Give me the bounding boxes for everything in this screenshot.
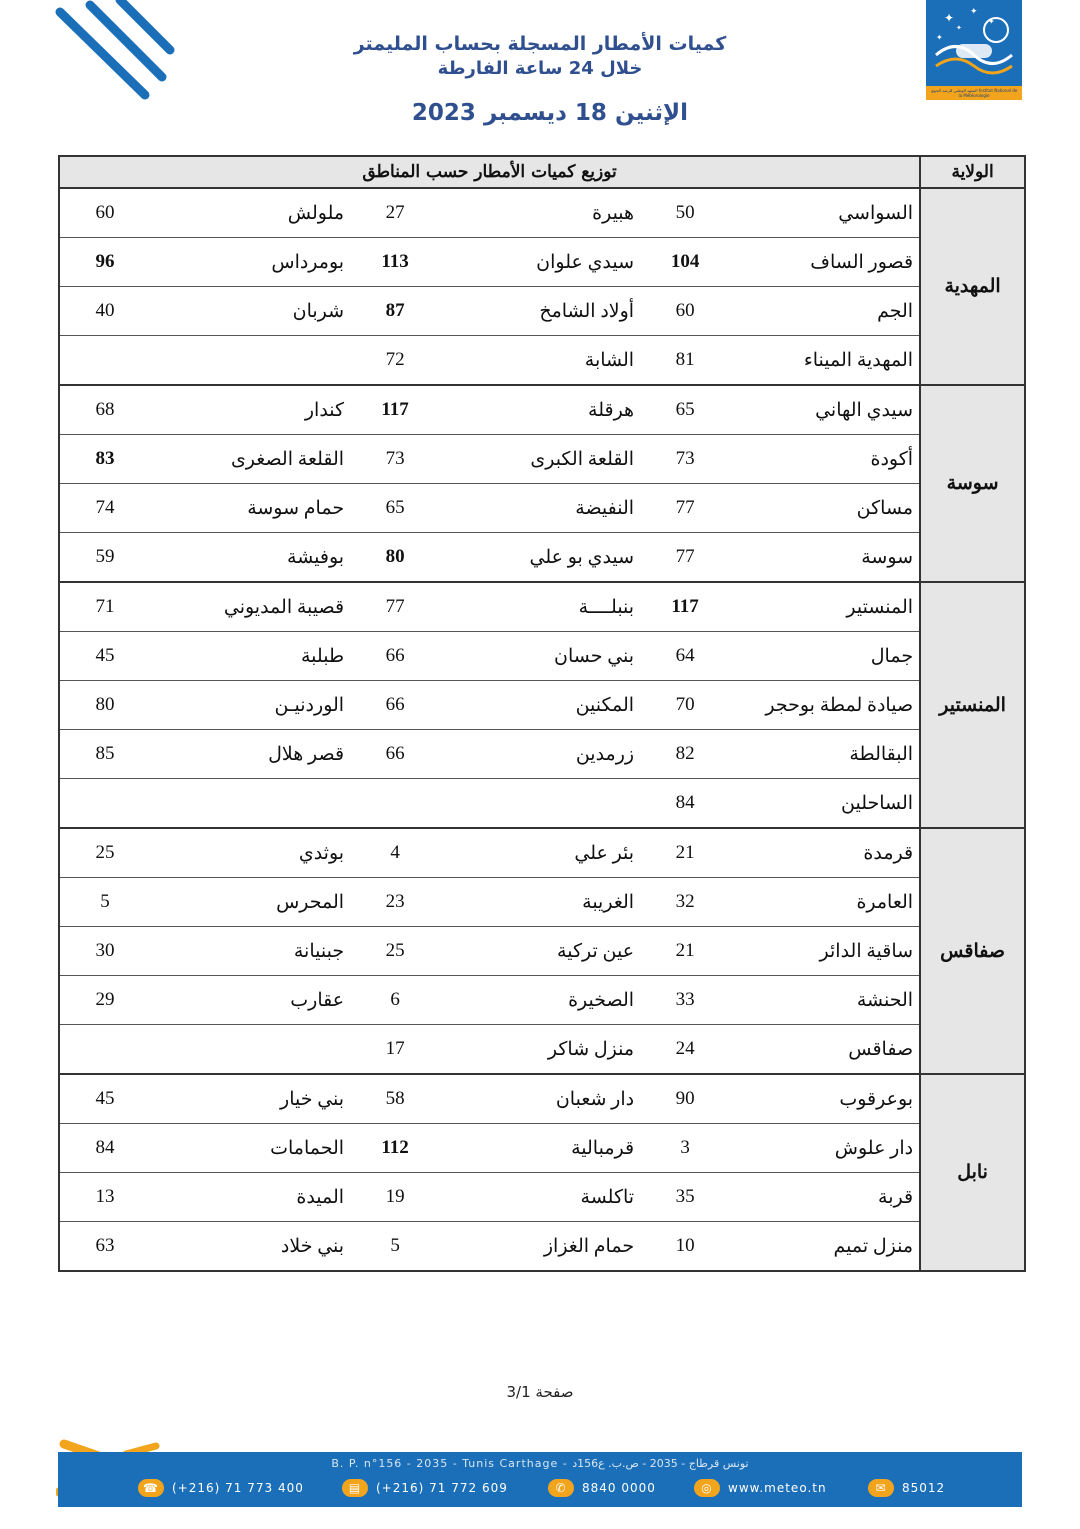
table-row: [59, 435, 1025, 484]
zone-name-cell: [150, 336, 350, 386]
zone-name-cell: الميدة: [150, 1173, 350, 1222]
rainfall-value-cell: 25: [350, 927, 440, 976]
fax-icon: ▤: [342, 1479, 368, 1497]
contact-call-center-text: 8840 0000: [582, 1481, 656, 1495]
zone-name-cell: [440, 779, 640, 829]
rainfall-value-cell: 65: [350, 484, 440, 533]
zone-name-cell: النفيضة: [440, 484, 640, 533]
zone-name-cell: هبيرة: [440, 188, 640, 238]
zone-name-cell: [150, 1025, 350, 1075]
rainfall-value-cell: 112: [350, 1124, 440, 1173]
zone-name-cell: بوثدي: [150, 828, 350, 878]
zone-name-cell: عين تركية: [440, 927, 640, 976]
contact-website[interactable]: [694, 1476, 827, 1500]
zone-name-cell: صفاقس: [730, 1025, 920, 1075]
rainfall-value-cell: 35: [640, 1173, 730, 1222]
rainfall-value-cell: 65: [640, 385, 730, 435]
rainfall-value-cell: 45: [59, 632, 150, 681]
rainfall-value-cell: 27: [350, 188, 440, 238]
rainfall-value-cell: 77: [350, 582, 440, 632]
zone-name-cell: المحرس: [150, 878, 350, 927]
rainfall-value-cell: 60: [59, 188, 150, 238]
zone-name-cell: كندار: [150, 385, 350, 435]
rainfall-value-cell: 6: [350, 976, 440, 1025]
zone-name-cell: زرمدين: [440, 730, 640, 779]
zone-name-cell: صيادة لمطة بوحجر: [730, 681, 920, 730]
table-row: [59, 1222, 1025, 1272]
table-row: [59, 927, 1025, 976]
contact-fax[interactable]: [342, 1476, 508, 1500]
rainfall-value-cell: 5: [59, 878, 150, 927]
rainfall-value-cell: 85: [59, 730, 150, 779]
logo-caption: المعهد الوطني للرصد الجوي Institut National de la Météorologie: [930, 88, 1018, 98]
governorate-cell: المنستير: [920, 582, 1025, 828]
rainfall-value-cell: 33: [640, 976, 730, 1025]
rainfall-value-cell: 77: [640, 533, 730, 583]
rainfall-value-cell: 113: [350, 238, 440, 287]
rainfall-value-cell: 117: [640, 582, 730, 632]
zone-name-cell: سيدي بو علي: [440, 533, 640, 583]
zone-name-cell: طبلبة: [150, 632, 350, 681]
rainfall-value-cell: 63: [59, 1222, 150, 1272]
rainfall-value-cell: 23: [350, 878, 440, 927]
rainfall-value-cell: 117: [350, 385, 440, 435]
rainfall-value-cell: [350, 779, 440, 829]
zone-name-cell: قرمدة: [730, 828, 920, 878]
zone-name-cell: منزل تميم: [730, 1222, 920, 1272]
zone-name-cell: القلعة الصغرى: [150, 435, 350, 484]
table-row: [59, 730, 1025, 779]
rainfall-value-cell: 66: [350, 681, 440, 730]
zone-name-cell: هرقلة: [440, 385, 640, 435]
zone-name-cell: ملولش: [150, 188, 350, 238]
rainfall-value-cell: 19: [350, 1173, 440, 1222]
rainfall-value-cell: 10: [640, 1222, 730, 1272]
zone-name-cell: بوعرقوب: [730, 1074, 920, 1124]
table-row: [59, 385, 1025, 435]
zone-name-cell: تاكلسة: [440, 1173, 640, 1222]
contact-call-center[interactable]: [548, 1476, 656, 1500]
zone-name-cell: دار علوش: [730, 1124, 920, 1173]
rainfall-value-cell: 87: [350, 287, 440, 336]
contact-website-text: www.meteo.tn: [728, 1481, 827, 1495]
title-line-2: خلال 24 ساعة الفارطة: [437, 58, 643, 79]
zone-name-cell: المهدية الميناء: [730, 336, 920, 386]
rainfall-value-cell: 84: [59, 1124, 150, 1173]
zone-name-cell: السواسي: [730, 188, 920, 238]
zone-name-cell: دار شعبان: [440, 1074, 640, 1124]
zone-name-cell: الجم: [730, 287, 920, 336]
rainfall-value-cell: 71: [59, 582, 150, 632]
zone-name-cell: أكودة: [730, 435, 920, 484]
zone-name-cell: الساحلين: [730, 779, 920, 829]
rainfall-value-cell: 5: [350, 1222, 440, 1272]
rainfall-value-cell: 83: [59, 435, 150, 484]
table-header-row: [59, 156, 1025, 188]
rainfall-value-cell: 21: [640, 927, 730, 976]
table-row: [59, 632, 1025, 681]
globe-icon: ◎: [694, 1479, 720, 1497]
zone-name-cell: منزل شاكر: [440, 1025, 640, 1075]
rainfall-value-cell: 66: [350, 730, 440, 779]
rainfall-value-cell: 80: [350, 533, 440, 583]
zone-name-cell: الشابة: [440, 336, 640, 386]
zone-name-cell: عقارب: [150, 976, 350, 1025]
title-line-1: كميات الأمطار المسجلة بحساب المليمتر: [353, 33, 727, 55]
zone-name-cell: أولاد الشامخ: [440, 287, 640, 336]
rainfall-value-cell: 73: [350, 435, 440, 484]
table-row: [59, 828, 1025, 878]
contact-fax-text: (+216) 71 772 609: [376, 1481, 508, 1495]
contact-sms[interactable]: [868, 1476, 945, 1500]
zone-name-cell: قربة: [730, 1173, 920, 1222]
svg-text:✦: ✦: [988, 17, 995, 26]
rainfall-value-cell: 82: [640, 730, 730, 779]
zone-name-cell: سيدي الهاني: [730, 385, 920, 435]
table-row: [59, 681, 1025, 730]
contact-sms-text: 85012: [902, 1481, 946, 1495]
rainfall-value-cell: 66: [350, 632, 440, 681]
rainfall-value-cell: 59: [59, 533, 150, 583]
zone-name-cell: الحمامات: [150, 1124, 350, 1173]
svg-text:✦: ✦: [936, 33, 943, 42]
inm-logo: [926, 0, 1022, 100]
table-row: [59, 188, 1025, 238]
page-number: صفحة 3/1: [506, 1383, 574, 1401]
zone-name-cell: بني خلاد: [150, 1222, 350, 1272]
rainfall-value-cell: [59, 336, 150, 386]
zone-name-cell: الصخيرة: [440, 976, 640, 1025]
rainfall-value-cell: 21: [640, 828, 730, 878]
table-row: [59, 1173, 1025, 1222]
zone-name-cell: القلعة الكبرى: [440, 435, 640, 484]
rainfall-value-cell: 45: [59, 1074, 150, 1124]
table-row: [59, 1025, 1025, 1075]
rainfall-value-cell: 60: [640, 287, 730, 336]
rainfall-value-cell: 90: [640, 1074, 730, 1124]
table-row: [59, 779, 1025, 829]
table-row: [59, 976, 1025, 1025]
zone-name-cell: قصر هلال: [150, 730, 350, 779]
sms-icon: ✉: [868, 1479, 894, 1497]
footer-bar: [58, 1452, 1022, 1507]
rainfall-value-cell: 24: [640, 1025, 730, 1075]
rainfall-value-cell: 74: [59, 484, 150, 533]
rainfall-value-cell: 68: [59, 385, 150, 435]
zone-name-cell: العامرة: [730, 878, 920, 927]
table-row: [59, 238, 1025, 287]
rainfall-value-cell: 73: [640, 435, 730, 484]
svg-text:✦: ✦: [970, 7, 978, 17]
governorate-cell: نابل: [920, 1074, 1025, 1271]
rainfall-value-cell: [59, 779, 150, 829]
table-row: [59, 484, 1025, 533]
zones-header: توزيع كميات الأمطار حسب المناطق: [59, 156, 920, 188]
governorate-cell: سوسة: [920, 385, 1025, 582]
zone-name-cell: سيدي علوان: [440, 238, 640, 287]
footer-address: B. P. n°156 - 2035 - Tunis Carthage - تونس قرطاج - 2035 - ص.ب. ع156د: [331, 1457, 749, 1470]
rainfall-value-cell: 4: [350, 828, 440, 878]
table-row: [59, 336, 1025, 386]
rainfall-value-cell: 50: [640, 188, 730, 238]
zone-name-cell: بني خيار: [150, 1074, 350, 1124]
decorative-stripes: [50, 0, 180, 110]
svg-text:✦: ✦: [956, 24, 962, 32]
table-row: [59, 533, 1025, 583]
zone-name-cell: قرمبالية: [440, 1124, 640, 1173]
zone-name-cell: شربان: [150, 287, 350, 336]
svg-text:✦: ✦: [944, 11, 955, 25]
rainfall-table: [58, 155, 1026, 1272]
zone-name-cell: سوسة: [730, 533, 920, 583]
zone-name-cell: الغريبة: [440, 878, 640, 927]
zone-name-cell: بومرداس: [150, 238, 350, 287]
zone-name-cell: [150, 779, 350, 829]
table-row: [59, 287, 1025, 336]
zone-name-cell: قصيبة المديوني: [150, 582, 350, 632]
rainfall-value-cell: 72: [350, 336, 440, 386]
zone-name-cell: الحنشة: [730, 976, 920, 1025]
zone-name-cell: المكنين: [440, 681, 640, 730]
contact-phone[interactable]: [138, 1476, 304, 1500]
rainfall-value-cell: 25: [59, 828, 150, 878]
rainfall-value-cell: 58: [350, 1074, 440, 1124]
table-row: [59, 582, 1025, 632]
zone-name-cell: بنبلــــة: [440, 582, 640, 632]
rainfall-value-cell: 64: [640, 632, 730, 681]
rainfall-value-cell: 104: [640, 238, 730, 287]
zone-name-cell: جبنيانة: [150, 927, 350, 976]
call-center-icon: ✆: [548, 1479, 574, 1497]
zone-name-cell: جمال: [730, 632, 920, 681]
zone-name-cell: حمام سوسة: [150, 484, 350, 533]
rainfall-value-cell: 32: [640, 878, 730, 927]
zone-name-cell: حمام الغزاز: [440, 1222, 640, 1272]
contact-phone-text: (+216) 71 773 400: [172, 1481, 304, 1495]
rainfall-value-cell: 30: [59, 927, 150, 976]
zone-name-cell: بني حسان: [440, 632, 640, 681]
rainfall-value-cell: 13: [59, 1173, 150, 1222]
rainfall-value-cell: [59, 1025, 150, 1075]
rainfall-value-cell: 70: [640, 681, 730, 730]
rainfall-value-cell: 84: [640, 779, 730, 829]
governorate-header: الولاية: [920, 156, 1025, 188]
governorate-cell: المهدية: [920, 188, 1025, 385]
zone-name-cell: البقالطة: [730, 730, 920, 779]
zone-name-cell: مساكن: [730, 484, 920, 533]
zone-name-cell: قصور الساف: [730, 238, 920, 287]
rainfall-value-cell: 96: [59, 238, 150, 287]
governorate-cell: صفاقس: [920, 828, 1025, 1074]
zone-name-cell: بوفيشة: [150, 533, 350, 583]
rainfall-value-cell: 3: [640, 1124, 730, 1173]
table-row: [59, 878, 1025, 927]
table-row: [59, 1074, 1025, 1124]
rainfall-value-cell: 29: [59, 976, 150, 1025]
rainfall-value-cell: 77: [640, 484, 730, 533]
rainfall-value-cell: 80: [59, 681, 150, 730]
table-row: [59, 1124, 1025, 1173]
rainfall-value-cell: 17: [350, 1025, 440, 1075]
phone-icon: ☎: [138, 1479, 164, 1497]
zone-name-cell: المنستير: [730, 582, 920, 632]
zone-name-cell: ساقية الدائر: [730, 927, 920, 976]
report-date: الإثنين 18 ديسمبر 2023: [411, 100, 689, 126]
zone-name-cell: بئر علي: [440, 828, 640, 878]
zone-name-cell: الوردنيـن: [150, 681, 350, 730]
rainfall-value-cell: 81: [640, 336, 730, 386]
rainfall-value-cell: 40: [59, 287, 150, 336]
